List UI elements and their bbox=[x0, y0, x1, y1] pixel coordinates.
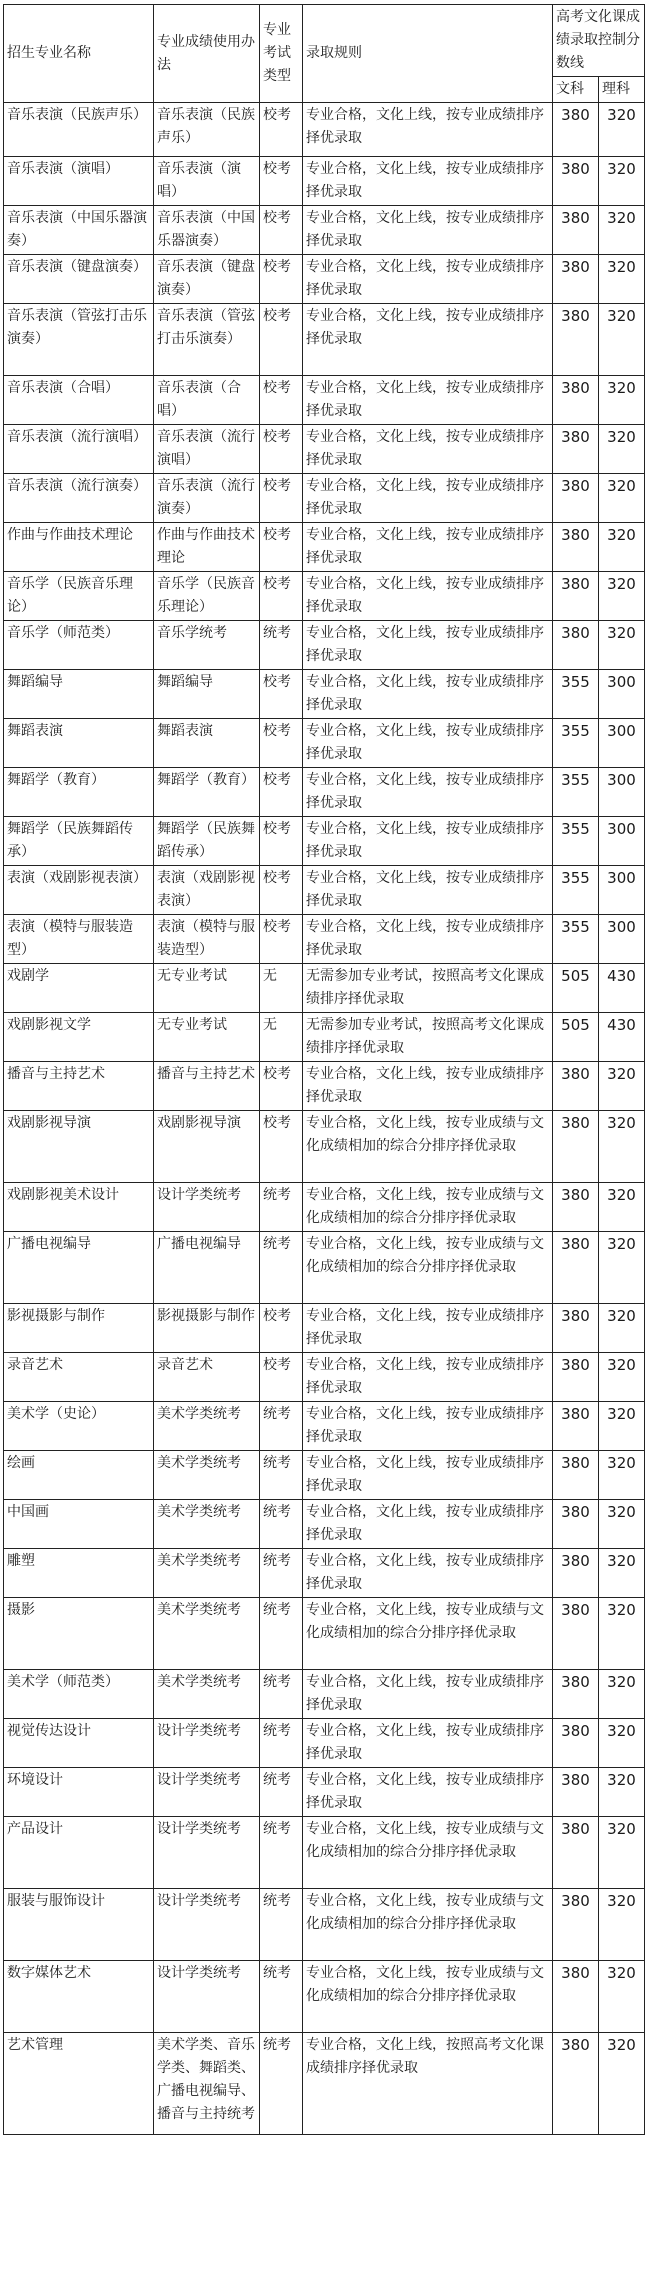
rule-cell: 专业合格，文化上线，按专业成绩排序择优录取 bbox=[303, 157, 553, 206]
like-score-cell: 320 bbox=[599, 103, 645, 157]
table-row bbox=[4, 1111, 645, 1183]
wenke-score-cell: 380 bbox=[553, 1111, 599, 1183]
rule-cell: 专业合格，文化上线，按专业成绩排序择优录取 bbox=[303, 621, 553, 670]
table-row bbox=[4, 1402, 645, 1451]
exam-type-cell: 校考 bbox=[260, 768, 303, 817]
exam-type-cell: 校考 bbox=[260, 157, 303, 206]
exam-type-cell: 统考 bbox=[260, 1719, 303, 1768]
method-cell: 录音艺术 bbox=[154, 1353, 260, 1402]
rule-cell: 专业合格，文化上线，按专业成绩与文化成绩相加的综合分排序择优录取 bbox=[303, 1598, 553, 1670]
like-score-cell: 320 bbox=[599, 1817, 645, 1889]
wenke-score-cell: 380 bbox=[553, 1768, 599, 1817]
wenke-score-cell: 380 bbox=[553, 1670, 599, 1719]
wenke-score-cell: 380 bbox=[553, 255, 599, 304]
exam-type-cell: 校考 bbox=[260, 670, 303, 719]
method-cell: 广播电视编导 bbox=[154, 1232, 260, 1304]
method-cell: 美术学类统考 bbox=[154, 1402, 260, 1451]
major-cell: 数字媒体艺术 bbox=[4, 1961, 154, 2033]
like-score-cell: 320 bbox=[599, 1232, 645, 1304]
rule-cell: 专业合格，文化上线，按专业成绩排序择优录取 bbox=[303, 572, 553, 621]
table-row bbox=[4, 425, 645, 474]
wenke-score-cell: 380 bbox=[553, 1353, 599, 1402]
wenke-score-cell: 355 bbox=[553, 915, 599, 964]
wenke-score-cell: 380 bbox=[553, 376, 599, 425]
major-cell: 环境设计 bbox=[4, 1768, 154, 1817]
method-cell: 无专业考试 bbox=[154, 964, 260, 1013]
major-cell: 舞蹈编导 bbox=[4, 670, 154, 719]
like-score-cell: 300 bbox=[599, 670, 645, 719]
major-cell: 戏剧影视导演 bbox=[4, 1111, 154, 1183]
like-score-cell: 300 bbox=[599, 719, 645, 768]
major-cell: 音乐表演（演唱） bbox=[4, 157, 154, 206]
table-row bbox=[4, 1013, 645, 1062]
header-wenke: 文科 bbox=[553, 77, 599, 103]
rule-cell: 专业合格，文化上线，按专业成绩排序择优录取 bbox=[303, 768, 553, 817]
admission-table bbox=[3, 4, 645, 2135]
wenke-score-cell: 380 bbox=[553, 1062, 599, 1111]
method-cell: 音乐表演（键盘演奏） bbox=[154, 255, 260, 304]
like-score-cell: 430 bbox=[599, 1013, 645, 1062]
exam-type-cell: 统考 bbox=[260, 1402, 303, 1451]
method-cell: 音乐表演（流行演唱） bbox=[154, 425, 260, 474]
major-cell: 戏剧影视美术设计 bbox=[4, 1183, 154, 1232]
method-cell: 舞蹈表演 bbox=[154, 719, 260, 768]
exam-type-cell: 校考 bbox=[260, 304, 303, 376]
major-cell: 美术学（史论） bbox=[4, 1402, 154, 1451]
method-cell: 美术学类统考 bbox=[154, 1549, 260, 1598]
method-cell: 音乐表演（中国乐器演奏） bbox=[154, 206, 260, 255]
table-row bbox=[4, 719, 645, 768]
like-score-cell: 320 bbox=[599, 621, 645, 670]
table-row bbox=[4, 1670, 645, 1719]
table-row bbox=[4, 2033, 645, 2135]
header-score-line: 高考文化课成绩录取控制分数线 bbox=[553, 5, 645, 77]
major-cell: 戏剧影视文学 bbox=[4, 1013, 154, 1062]
method-cell: 设计学类统考 bbox=[154, 1889, 260, 1961]
like-score-cell: 320 bbox=[599, 1768, 645, 1817]
like-score-cell: 320 bbox=[599, 206, 645, 255]
wenke-score-cell: 380 bbox=[553, 474, 599, 523]
table-row bbox=[4, 157, 645, 206]
rule-cell: 专业合格，文化上线，按专业成绩排序择优录取 bbox=[303, 474, 553, 523]
wenke-score-cell: 380 bbox=[553, 1549, 599, 1598]
exam-type-cell: 统考 bbox=[260, 1768, 303, 1817]
major-cell: 音乐表演（键盘演奏） bbox=[4, 255, 154, 304]
table-row bbox=[4, 768, 645, 817]
table-body bbox=[4, 103, 645, 2135]
wenke-score-cell: 380 bbox=[553, 1304, 599, 1353]
rule-cell: 专业合格，文化上线，按专业成绩排序择优录取 bbox=[303, 719, 553, 768]
major-cell: 音乐表演（中国乐器演奏） bbox=[4, 206, 154, 255]
exam-type-cell: 校考 bbox=[260, 719, 303, 768]
method-cell: 设计学类统考 bbox=[154, 1719, 260, 1768]
wenke-score-cell: 380 bbox=[553, 1451, 599, 1500]
major-cell: 绘画 bbox=[4, 1451, 154, 1500]
method-cell: 设计学类统考 bbox=[154, 1961, 260, 2033]
major-cell: 舞蹈表演 bbox=[4, 719, 154, 768]
like-score-cell: 320 bbox=[599, 1719, 645, 1768]
wenke-score-cell: 380 bbox=[553, 2033, 599, 2135]
method-cell: 美术学类统考 bbox=[154, 1500, 260, 1549]
major-cell: 音乐表演（流行演唱） bbox=[4, 425, 154, 474]
like-score-cell: 320 bbox=[599, 255, 645, 304]
wenke-score-cell: 355 bbox=[553, 670, 599, 719]
major-cell: 中国画 bbox=[4, 1500, 154, 1549]
major-cell: 表演（模特与服装造型） bbox=[4, 915, 154, 964]
wenke-score-cell: 380 bbox=[553, 157, 599, 206]
like-score-cell: 320 bbox=[599, 1183, 645, 1232]
exam-type-cell: 校考 bbox=[260, 572, 303, 621]
table-row bbox=[4, 1719, 645, 1768]
table-row bbox=[4, 255, 645, 304]
method-cell: 美术学类统考 bbox=[154, 1598, 260, 1670]
method-cell: 无专业考试 bbox=[154, 1013, 260, 1062]
exam-type-cell: 统考 bbox=[260, 1961, 303, 2033]
like-score-cell: 320 bbox=[599, 157, 645, 206]
wenke-score-cell: 380 bbox=[553, 1183, 599, 1232]
wenke-score-cell: 380 bbox=[553, 621, 599, 670]
like-score-cell: 300 bbox=[599, 866, 645, 915]
table-row bbox=[4, 1183, 645, 1232]
wenke-score-cell: 380 bbox=[553, 1817, 599, 1889]
like-score-cell: 320 bbox=[599, 1500, 645, 1549]
table-row bbox=[4, 474, 645, 523]
major-cell: 舞蹈学（教育） bbox=[4, 768, 154, 817]
header-exam-type: 专业考试类型 bbox=[260, 5, 303, 103]
exam-type-cell: 统考 bbox=[260, 1549, 303, 1598]
like-score-cell: 320 bbox=[599, 1670, 645, 1719]
wenke-score-cell: 355 bbox=[553, 719, 599, 768]
table-row bbox=[4, 206, 645, 255]
major-cell: 美术学（师范类） bbox=[4, 1670, 154, 1719]
table-row bbox=[4, 817, 645, 866]
table-row bbox=[4, 1549, 645, 1598]
method-cell: 表演（戏剧影视表演） bbox=[154, 866, 260, 915]
exam-type-cell: 无 bbox=[260, 1013, 303, 1062]
like-score-cell: 320 bbox=[599, 376, 645, 425]
method-cell: 舞蹈学（教育） bbox=[154, 768, 260, 817]
table-row bbox=[4, 1500, 645, 1549]
exam-type-cell: 统考 bbox=[260, 1232, 303, 1304]
wenke-score-cell: 380 bbox=[553, 1598, 599, 1670]
like-score-cell: 300 bbox=[599, 817, 645, 866]
rule-cell: 专业合格，文化上线，按专业成绩与文化成绩相加的综合分排序择优录取 bbox=[303, 1817, 553, 1889]
rule-cell: 专业合格，文化上线，按专业成绩排序择优录取 bbox=[303, 1768, 553, 1817]
wenke-score-cell: 380 bbox=[553, 523, 599, 572]
exam-type-cell: 校考 bbox=[260, 376, 303, 425]
method-cell: 音乐表演（演唱） bbox=[154, 157, 260, 206]
table-row bbox=[4, 670, 645, 719]
exam-type-cell: 统考 bbox=[260, 1183, 303, 1232]
exam-type-cell: 统考 bbox=[260, 1500, 303, 1549]
exam-type-cell: 无 bbox=[260, 964, 303, 1013]
rule-cell: 专业合格，文化上线，按照高考文化课成绩排序择优录取 bbox=[303, 2033, 553, 2135]
table-row bbox=[4, 1817, 645, 1889]
major-cell: 音乐表演（流行演奏） bbox=[4, 474, 154, 523]
rule-cell: 专业合格，文化上线，按专业成绩与文化成绩相加的综合分排序择优录取 bbox=[303, 1889, 553, 1961]
wenke-score-cell: 355 bbox=[553, 768, 599, 817]
exam-type-cell: 统考 bbox=[260, 2033, 303, 2135]
exam-type-cell: 校考 bbox=[260, 103, 303, 157]
exam-type-cell: 校考 bbox=[260, 1062, 303, 1111]
like-score-cell: 320 bbox=[599, 1451, 645, 1500]
wenke-score-cell: 380 bbox=[553, 206, 599, 255]
exam-type-cell: 校考 bbox=[260, 866, 303, 915]
rule-cell: 专业合格，文化上线，按专业成绩与文化成绩相加的综合分排序择优录取 bbox=[303, 1183, 553, 1232]
method-cell: 影视摄影与制作 bbox=[154, 1304, 260, 1353]
method-cell: 音乐表演（管弦打击乐演奏） bbox=[154, 304, 260, 376]
header-like: 理科 bbox=[599, 77, 645, 103]
rule-cell: 专业合格，文化上线，按专业成绩与文化成绩相加的综合分排序择优录取 bbox=[303, 1232, 553, 1304]
major-cell: 雕塑 bbox=[4, 1549, 154, 1598]
rule-cell: 专业合格，文化上线，按专业成绩与文化成绩相加的综合分排序择优录取 bbox=[303, 1111, 553, 1183]
like-score-cell: 300 bbox=[599, 768, 645, 817]
rule-cell: 无需参加专业考试，按照高考文化课成绩排序择优录取 bbox=[303, 1013, 553, 1062]
table-row bbox=[4, 376, 645, 425]
major-cell: 录音艺术 bbox=[4, 1353, 154, 1402]
wenke-score-cell: 380 bbox=[553, 572, 599, 621]
exam-type-cell: 校考 bbox=[260, 255, 303, 304]
wenke-score-cell: 380 bbox=[553, 425, 599, 474]
like-score-cell: 320 bbox=[599, 1889, 645, 1961]
exam-type-cell: 校考 bbox=[260, 817, 303, 866]
like-score-cell: 320 bbox=[599, 572, 645, 621]
rule-cell: 专业合格，文化上线，按专业成绩排序择优录取 bbox=[303, 866, 553, 915]
table-row bbox=[4, 103, 645, 157]
rule-cell: 专业合格，文化上线，按专业成绩排序择优录取 bbox=[303, 670, 553, 719]
rule-cell: 专业合格，文化上线，按专业成绩排序择优录取 bbox=[303, 817, 553, 866]
method-cell: 设计学类统考 bbox=[154, 1183, 260, 1232]
exam-type-cell: 校考 bbox=[260, 206, 303, 255]
table-row bbox=[4, 1232, 645, 1304]
like-score-cell: 320 bbox=[599, 1111, 645, 1183]
method-cell: 播音与主持艺术 bbox=[154, 1062, 260, 1111]
rule-cell: 专业合格，文化上线，按专业成绩排序择优录取 bbox=[303, 523, 553, 572]
method-cell: 音乐表演（流行演奏） bbox=[154, 474, 260, 523]
exam-type-cell: 统考 bbox=[260, 1817, 303, 1889]
wenke-score-cell: 355 bbox=[553, 866, 599, 915]
like-score-cell: 320 bbox=[599, 1549, 645, 1598]
rule-cell: 无需参加专业考试，按照高考文化课成绩排序择优录取 bbox=[303, 964, 553, 1013]
rule-cell: 专业合格，文化上线，按专业成绩排序择优录取 bbox=[303, 376, 553, 425]
like-score-cell: 320 bbox=[599, 523, 645, 572]
table-row bbox=[4, 1598, 645, 1670]
wenke-score-cell: 380 bbox=[553, 1500, 599, 1549]
table-row bbox=[4, 1304, 645, 1353]
major-cell: 产品设计 bbox=[4, 1817, 154, 1889]
major-cell: 舞蹈学（民族舞蹈传承） bbox=[4, 817, 154, 866]
table-row bbox=[4, 964, 645, 1013]
rule-cell: 专业合格，文化上线，按专业成绩排序择优录取 bbox=[303, 1304, 553, 1353]
wenke-score-cell: 505 bbox=[553, 1013, 599, 1062]
major-cell: 服装与服饰设计 bbox=[4, 1889, 154, 1961]
like-score-cell: 320 bbox=[599, 1062, 645, 1111]
method-cell: 舞蹈学（民族舞蹈传承） bbox=[154, 817, 260, 866]
major-cell: 音乐表演（管弦打击乐演奏） bbox=[4, 304, 154, 376]
rule-cell: 专业合格，文化上线，按专业成绩排序择优录取 bbox=[303, 1451, 553, 1500]
major-cell: 作曲与作曲技术理论 bbox=[4, 523, 154, 572]
exam-type-cell: 校考 bbox=[260, 915, 303, 964]
exam-type-cell: 统考 bbox=[260, 1670, 303, 1719]
method-cell: 戏剧影视导演 bbox=[154, 1111, 260, 1183]
rule-cell: 专业合格，文化上线，按专业成绩排序择优录取 bbox=[303, 304, 553, 376]
exam-type-cell: 校考 bbox=[260, 425, 303, 474]
table-row bbox=[4, 1961, 645, 2033]
method-cell: 作曲与作曲技术理论 bbox=[154, 523, 260, 572]
table-row bbox=[4, 1062, 645, 1111]
rule-cell: 专业合格，文化上线，按专业成绩排序择优录取 bbox=[303, 206, 553, 255]
table-row bbox=[4, 1768, 645, 1817]
table-row bbox=[4, 1451, 645, 1500]
major-cell: 戏剧学 bbox=[4, 964, 154, 1013]
method-cell: 音乐学统考 bbox=[154, 621, 260, 670]
major-cell: 音乐学（师范类） bbox=[4, 621, 154, 670]
major-cell: 音乐表演（合唱） bbox=[4, 376, 154, 425]
rule-cell: 专业合格，文化上线，按专业成绩排序择优录取 bbox=[303, 1670, 553, 1719]
method-cell: 音乐表演（民族声乐） bbox=[154, 103, 260, 157]
major-cell: 音乐学（民族音乐理论） bbox=[4, 572, 154, 621]
like-score-cell: 320 bbox=[599, 1353, 645, 1402]
header-method: 专业成绩使用办法 bbox=[154, 5, 260, 103]
like-score-cell: 300 bbox=[599, 915, 645, 964]
table-row bbox=[4, 866, 645, 915]
method-cell: 音乐表演（合唱） bbox=[154, 376, 260, 425]
method-cell: 美术学类统考 bbox=[154, 1670, 260, 1719]
rule-cell: 专业合格，文化上线，按专业成绩与文化成绩相加的综合分排序择优录取 bbox=[303, 1961, 553, 2033]
table-row bbox=[4, 1889, 645, 1961]
rule-cell: 专业合格，文化上线，按专业成绩排序择优录取 bbox=[303, 1719, 553, 1768]
wenke-score-cell: 380 bbox=[553, 304, 599, 376]
rule-cell: 专业合格，文化上线，按专业成绩排序择优录取 bbox=[303, 1353, 553, 1402]
method-cell: 设计学类统考 bbox=[154, 1768, 260, 1817]
method-cell: 表演（模特与服装造型） bbox=[154, 915, 260, 964]
exam-type-cell: 校考 bbox=[260, 1304, 303, 1353]
exam-type-cell: 统考 bbox=[260, 1451, 303, 1500]
method-cell: 设计学类统考 bbox=[154, 1817, 260, 1889]
major-cell: 播音与主持艺术 bbox=[4, 1062, 154, 1111]
wenke-score-cell: 355 bbox=[553, 817, 599, 866]
header-major: 招生专业名称 bbox=[4, 5, 154, 103]
method-cell: 美术学类、音乐学类、舞蹈类、广播电视编导、播音与主持统考 bbox=[154, 2033, 260, 2135]
rule-cell: 专业合格，文化上线，按专业成绩排序择优录取 bbox=[303, 1062, 553, 1111]
wenke-score-cell: 380 bbox=[553, 1402, 599, 1451]
wenke-score-cell: 380 bbox=[553, 1232, 599, 1304]
wenke-score-cell: 380 bbox=[553, 1719, 599, 1768]
major-cell: 表演（戏剧影视表演） bbox=[4, 866, 154, 915]
like-score-cell: 320 bbox=[599, 425, 645, 474]
exam-type-cell: 校考 bbox=[260, 1111, 303, 1183]
rule-cell: 专业合格，文化上线，按专业成绩排序择优录取 bbox=[303, 425, 553, 474]
exam-type-cell: 校考 bbox=[260, 1353, 303, 1402]
rule-cell: 专业合格，文化上线，按专业成绩排序择优录取 bbox=[303, 1549, 553, 1598]
rule-cell: 专业合格，文化上线，按专业成绩排序择优录取 bbox=[303, 1500, 553, 1549]
exam-type-cell: 统考 bbox=[260, 1889, 303, 1961]
like-score-cell: 320 bbox=[599, 1304, 645, 1353]
exam-type-cell: 统考 bbox=[260, 1598, 303, 1670]
like-score-cell: 320 bbox=[599, 1598, 645, 1670]
rule-cell: 专业合格，文化上线，按专业成绩排序择优录取 bbox=[303, 103, 553, 157]
major-cell: 摄影 bbox=[4, 1598, 154, 1670]
like-score-cell: 320 bbox=[599, 474, 645, 523]
exam-type-cell: 校考 bbox=[260, 523, 303, 572]
like-score-cell: 320 bbox=[599, 1961, 645, 2033]
major-cell: 艺术管理 bbox=[4, 2033, 154, 2135]
header-admission-rule: 录取规则 bbox=[303, 5, 553, 103]
rule-cell: 专业合格，文化上线，按专业成绩排序择优录取 bbox=[303, 1402, 553, 1451]
like-score-cell: 320 bbox=[599, 2033, 645, 2135]
major-cell: 影视摄影与制作 bbox=[4, 1304, 154, 1353]
table-row bbox=[4, 621, 645, 670]
wenke-score-cell: 380 bbox=[553, 103, 599, 157]
wenke-score-cell: 505 bbox=[553, 964, 599, 1013]
method-cell: 美术学类统考 bbox=[154, 1451, 260, 1500]
like-score-cell: 430 bbox=[599, 964, 645, 1013]
table-row bbox=[4, 1353, 645, 1402]
major-cell: 音乐表演（民族声乐） bbox=[4, 103, 154, 157]
table-row bbox=[4, 304, 645, 376]
table-row bbox=[4, 523, 645, 572]
rule-cell: 专业合格，文化上线，按专业成绩排序择优录取 bbox=[303, 255, 553, 304]
table-row bbox=[4, 572, 645, 621]
table-row bbox=[4, 915, 645, 964]
exam-type-cell: 校考 bbox=[260, 474, 303, 523]
rule-cell: 专业合格，文化上线，按专业成绩排序择优录取 bbox=[303, 915, 553, 964]
like-score-cell: 320 bbox=[599, 1402, 645, 1451]
method-cell: 音乐学（民族音乐理论） bbox=[154, 572, 260, 621]
wenke-score-cell: 380 bbox=[553, 1961, 599, 2033]
wenke-score-cell: 380 bbox=[553, 1889, 599, 1961]
major-cell: 广播电视编导 bbox=[4, 1232, 154, 1304]
exam-type-cell: 统考 bbox=[260, 621, 303, 670]
major-cell: 视觉传达设计 bbox=[4, 1719, 154, 1768]
like-score-cell: 320 bbox=[599, 304, 645, 376]
method-cell: 舞蹈编导 bbox=[154, 670, 260, 719]
